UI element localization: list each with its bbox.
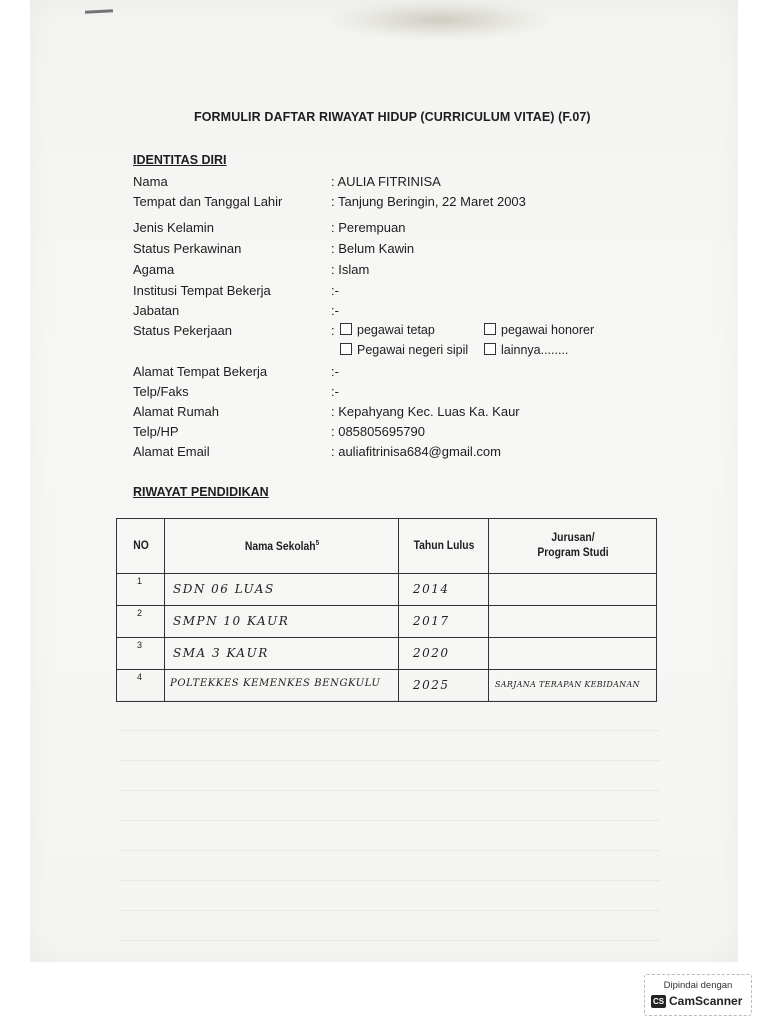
field-value: : Islam — [331, 262, 370, 277]
handwritten-sekolah: SMPN 10 KAUR — [173, 614, 290, 628]
cell-jurusan — [489, 638, 657, 670]
cell-no — [117, 606, 165, 638]
field-label: Nama — [133, 174, 168, 189]
cell-no — [117, 638, 165, 670]
option-pns[interactable] — [340, 343, 468, 357]
cell-tahun — [399, 638, 489, 670]
field-value: : — [331, 323, 335, 338]
handwritten-sekolah: SDN 06 LUAS — [173, 582, 275, 596]
field-label: Jenis Kelamin — [133, 220, 214, 235]
handwritten-tahun: 2017 — [413, 614, 450, 628]
checkbox[interactable] — [484, 323, 496, 335]
header-no: NO — [119, 519, 162, 574]
field-label: Status Perkawinan — [133, 241, 242, 256]
option-pegawai-honorer[interactable] — [484, 323, 594, 337]
field-value: :- — [331, 303, 339, 318]
cell-tahun — [399, 606, 489, 638]
field-value: : auliafitrinisa684@gmail.com — [331, 444, 501, 459]
field-label: Status Pekerjaan — [133, 323, 233, 338]
option-label: pegawai honorer — [501, 323, 595, 337]
table-row — [117, 638, 657, 670]
cell-no — [117, 670, 165, 702]
cell-jurusan — [489, 606, 657, 638]
table-header-row — [117, 519, 657, 574]
field-label: Telp/HP — [133, 424, 179, 439]
cell-sekolah — [165, 638, 399, 670]
field-value: : AULIA FITRINISA — [331, 174, 441, 189]
row-number: 2 — [137, 608, 143, 618]
table-row — [117, 670, 657, 702]
checkbox[interactable] — [340, 323, 352, 335]
cell-sekolah — [165, 606, 399, 638]
table-row — [117, 574, 657, 606]
identitas-heading: IDENTITAS DIRI — [133, 153, 227, 167]
field-label: Alamat Rumah — [133, 404, 219, 419]
option-pegawai-tetap[interactable] — [340, 323, 435, 337]
cell-tahun — [399, 574, 489, 606]
header-sup: 5 — [315, 539, 319, 547]
camscanner-watermark — [644, 974, 752, 1016]
handwritten-tahun: 2020 — [413, 646, 450, 660]
camscanner-icon: CS — [652, 997, 665, 1006]
header-jurusan: Jurusan/ Program Studi — [497, 519, 648, 574]
field-value: : Kepahyang Kec. Luas Ka. Kaur — [331, 404, 520, 419]
field-label: Institusi Tempat Bekerja — [133, 283, 271, 298]
handwritten-tahun: 2014 — [413, 582, 450, 596]
field-label: Alamat Tempat Bekerja — [133, 364, 268, 379]
option-lainnya[interactable] — [484, 343, 568, 357]
field-value: : Belum Kawin — [331, 241, 415, 256]
pendidikan-heading: RIWAYAT PENDIDIKAN — [133, 485, 269, 499]
option-label: lainnya........ — [501, 343, 569, 357]
row-number: 3 — [137, 640, 143, 650]
field-value: : Tanjung Beringin, 22 Maret 2003 — [331, 194, 526, 209]
field-label: Alamat Email — [133, 444, 210, 459]
form-title: FORMULIR DAFTAR RIWAYAT HIDUP (CURRICULUM VITAE) (F.07) — [194, 110, 591, 124]
field-label: Telp/Faks — [133, 384, 189, 399]
field-label: Agama — [133, 262, 175, 277]
field-value: :- — [331, 364, 339, 379]
handwritten-sekolah: SMA 3 KAUR — [173, 646, 269, 660]
field-value: : 085805695790 — [331, 424, 425, 439]
cell-sekolah — [165, 670, 399, 702]
cell-sekolah — [165, 574, 399, 606]
field-label: Jabatan — [133, 303, 180, 318]
bleed-through-lines — [120, 700, 660, 950]
checkbox[interactable] — [340, 343, 352, 355]
watermark-caption: Dipindai dengan — [663, 980, 733, 991]
handwritten-tahun: 2025 — [413, 678, 450, 692]
field-label: Tempat dan Tanggal Lahir — [133, 194, 283, 209]
handwritten-jurusan: SARJANA TERAPAN KEBIDANAN — [495, 680, 640, 689]
option-label: pegawai tetap — [357, 323, 435, 337]
camscanner-brand: CamScanner — [669, 994, 743, 1008]
header-label: Nama Sekolah — [244, 540, 316, 553]
header-nama-sekolah — [176, 519, 387, 574]
row-number: 4 — [137, 672, 143, 682]
scan-smudge — [330, 0, 550, 40]
cell-jurusan — [489, 574, 657, 606]
cell-tahun — [399, 670, 489, 702]
pen-mark — [85, 9, 113, 13]
education-table — [116, 518, 657, 702]
field-value: : Perempuan — [331, 220, 406, 235]
table-row — [117, 606, 657, 638]
checkbox[interactable] — [484, 343, 496, 355]
cell-jurusan — [489, 670, 657, 702]
field-value: :- — [331, 384, 339, 399]
handwritten-sekolah: POLTEKKES KEMENKES BENGKULU — [170, 678, 381, 689]
cell-no — [117, 574, 165, 606]
field-value: :- — [331, 283, 339, 298]
row-number: 1 — [137, 576, 143, 586]
header-tahun-lulus: Tahun Lulus — [403, 519, 484, 574]
option-label: Pegawai negeri sipil — [357, 343, 469, 357]
